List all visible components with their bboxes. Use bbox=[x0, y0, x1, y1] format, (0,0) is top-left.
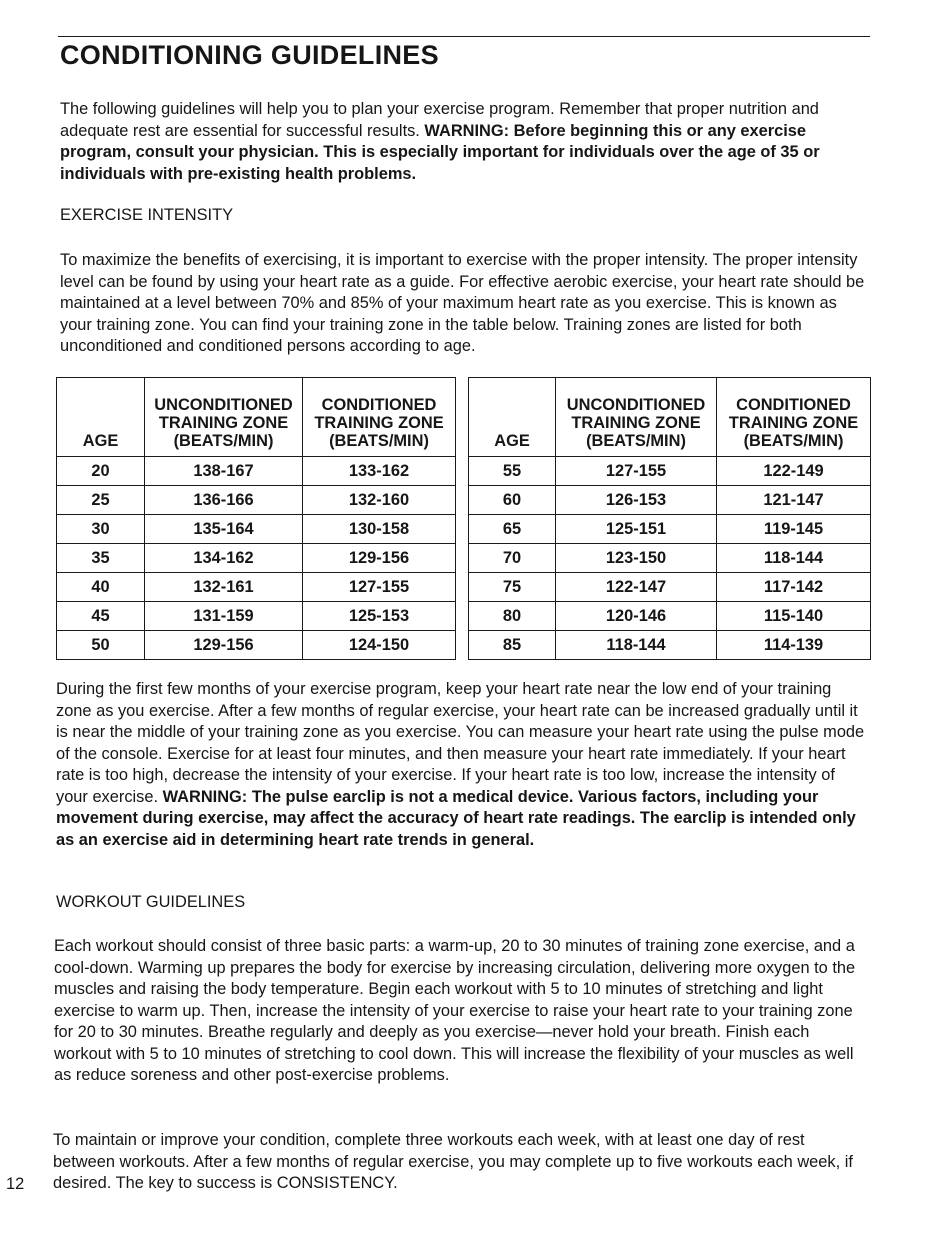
table-header-row bbox=[469, 378, 871, 457]
conditioned-zone-cell: 130-158 bbox=[303, 515, 456, 544]
table-row bbox=[469, 602, 871, 631]
unconditioned-zone-cell: 129-156 bbox=[145, 631, 303, 660]
intro-paragraph bbox=[60, 99, 865, 185]
conditioned-zone-cell: 122-149 bbox=[717, 457, 871, 486]
conditioned-zone-cell: 115-140 bbox=[717, 602, 871, 631]
unconditioned-zone-cell: 125-151 bbox=[556, 515, 717, 544]
table-row bbox=[57, 544, 456, 573]
table-row bbox=[469, 544, 871, 573]
conditioned-zone-cell: 127-155 bbox=[303, 573, 456, 602]
earclip-warning: WARNING: The pulse earclip is not a medical device. Various factors, including your movement during exercise, may affect the accuracy of heart rate readings. The earclip is intended only as an exercise aid in determining heart rate trends in general. bbox=[56, 787, 856, 849]
age-cell: 60 bbox=[469, 486, 556, 515]
intro-text: The following guidelines will help you to plan your exercise program. Remember that proper nutrition and adequate rest are essential for successful results. bbox=[60, 100, 819, 140]
age-cell: 75 bbox=[469, 573, 556, 602]
training-zone-table-left bbox=[56, 377, 456, 660]
age-cell: 25 bbox=[57, 486, 145, 515]
unconditioned-zone-cell: 126-153 bbox=[556, 486, 717, 515]
unconditioned-zone-cell: 132-161 bbox=[145, 573, 303, 602]
age-header: AGE bbox=[57, 378, 145, 457]
unconditioned-header: UNCONDITIONED TRAINING ZONE (BEATS/MIN) bbox=[145, 378, 303, 457]
age-cell: 85 bbox=[469, 631, 556, 660]
table-header-row bbox=[57, 378, 456, 457]
top-rule bbox=[58, 36, 870, 37]
unconditioned-header: UNCONDITIONED TRAINING ZONE (BEATS/MIN) bbox=[556, 378, 717, 457]
unconditioned-zone-cell: 134-162 bbox=[145, 544, 303, 573]
heart-rate-text: During the first few months of your exercise program, keep your heart rate near the low end of your training zone as you exercise. After a few months of regular exercise, your heart rate can be increased gradually until it is near the middle of your training zone as you exercise. You can measure your heart rate using the pulse mode of the console. Exercise for at least four minutes, and then measure your heart rate immediately. If your heart rate is too high, decrease the intensity of your exercise. If your heart rate is too low, increase the intensity of your exercise. bbox=[56, 680, 865, 806]
table-row bbox=[57, 602, 456, 631]
conditioned-zone-cell: 114-139 bbox=[717, 631, 871, 660]
unconditioned-zone-cell: 131-159 bbox=[145, 602, 303, 631]
age-cell: 20 bbox=[57, 457, 145, 486]
unconditioned-zone-cell: 135-164 bbox=[145, 515, 303, 544]
age-cell: 35 bbox=[57, 544, 145, 573]
unconditioned-zone-cell: 118-144 bbox=[556, 631, 717, 660]
conditioned-zone-cell: 133-162 bbox=[303, 457, 456, 486]
table-row bbox=[469, 631, 871, 660]
conditioned-zone-cell: 124-150 bbox=[303, 631, 456, 660]
workout-paragraph: Each workout should consist of three basic parts: a warm-up, 20 to 30 minutes of training zone exercise, and a cool-down. Warming up prepares the body for exercise by increasing circulation, delivering more oxygen to the muscles and raising the body temperature. Begin each workout with 5 to 10 minutes of stretching and light exercise to warm up. Then, increase the intensity of your exercise to raise your heart rate to your training zone for 20 to 30 minutes. Breathe regularly and deeply as you exercise—never hold your breath. Finish each workout with 5 to 10 minutes of stretching to cool down. This will increase the flexibility of your muscles as well as reduce soreness and other post-exercise problems. bbox=[54, 937, 856, 1084]
conditioned-header: CONDITIONED TRAINING ZONE (BEATS/MIN) bbox=[717, 378, 871, 457]
age-cell: 50 bbox=[57, 631, 145, 660]
table-row bbox=[57, 631, 456, 660]
intro-warning: WARNING: Before beginning this or any exercise program, consult your physician. This is especially important for individuals over the age of 35 or individuals with pre-existing health problems. bbox=[60, 121, 820, 183]
table-row bbox=[57, 573, 456, 602]
conditioned-zone-cell: 119-145 bbox=[717, 515, 871, 544]
table-row bbox=[469, 515, 871, 544]
conditioned-zone-cell: 117-142 bbox=[717, 573, 871, 602]
unconditioned-zone-cell: 122-147 bbox=[556, 573, 717, 602]
exercise-intensity-heading: EXERCISE INTENSITY bbox=[60, 206, 234, 224]
unconditioned-zone-cell: 138-167 bbox=[145, 457, 303, 486]
unconditioned-zone-cell: 120-146 bbox=[556, 602, 717, 631]
exercise-intensity-paragraph: To maximize the benefits of exercising, it is important to exercise with the proper intensity. The proper intensity level can be found by using your heart rate as a guide. For effective aerobic exercise, your heart rate should be maintained at a level between 70% and 85% of your maximum heart rate as you exercise. This is known as your training zone. You can find your training zone in the table below. Training zones are listed for both unconditioned and conditioned persons according to age. bbox=[60, 251, 865, 355]
age-cell: 30 bbox=[57, 515, 145, 544]
age-cell: 40 bbox=[57, 573, 145, 602]
maintain-paragraph: To maintain or improve your condition, complete three workouts each week, with at least one day of rest between workouts. After a few months of regular exercise, you may complete up to five workouts each week, if desired. The key to success is CONSISTENCY. bbox=[53, 1131, 853, 1192]
table-row bbox=[57, 515, 456, 544]
page-number: 12 bbox=[6, 1175, 25, 1193]
unconditioned-zone-cell: 136-166 bbox=[145, 486, 303, 515]
age-cell: 70 bbox=[469, 544, 556, 573]
workout-guidelines-heading: WORKOUT GUIDELINES bbox=[56, 893, 246, 911]
conditioned-zone-cell: 129-156 bbox=[303, 544, 456, 573]
table-row bbox=[57, 486, 456, 515]
table-row bbox=[469, 573, 871, 602]
unconditioned-zone-cell: 123-150 bbox=[556, 544, 717, 573]
heart-rate-paragraph bbox=[56, 679, 871, 851]
age-cell: 80 bbox=[469, 602, 556, 631]
table-row bbox=[57, 457, 456, 486]
page-title: CONDITIONING GUIDELINES bbox=[60, 40, 439, 70]
age-cell: 45 bbox=[57, 602, 145, 631]
training-zone-table-right bbox=[468, 377, 871, 660]
conditioned-header: CONDITIONED TRAINING ZONE (BEATS/MIN) bbox=[303, 378, 456, 457]
conditioned-zone-cell: 125-153 bbox=[303, 602, 456, 631]
conditioned-zone-cell: 132-160 bbox=[303, 486, 456, 515]
conditioned-zone-cell: 121-147 bbox=[717, 486, 871, 515]
table-row bbox=[469, 457, 871, 486]
age-cell: 65 bbox=[469, 515, 556, 544]
unconditioned-zone-cell: 127-155 bbox=[556, 457, 717, 486]
age-cell: 55 bbox=[469, 457, 556, 486]
conditioned-zone-cell: 118-144 bbox=[717, 544, 871, 573]
age-header: AGE bbox=[469, 378, 556, 457]
table-row bbox=[469, 486, 871, 515]
